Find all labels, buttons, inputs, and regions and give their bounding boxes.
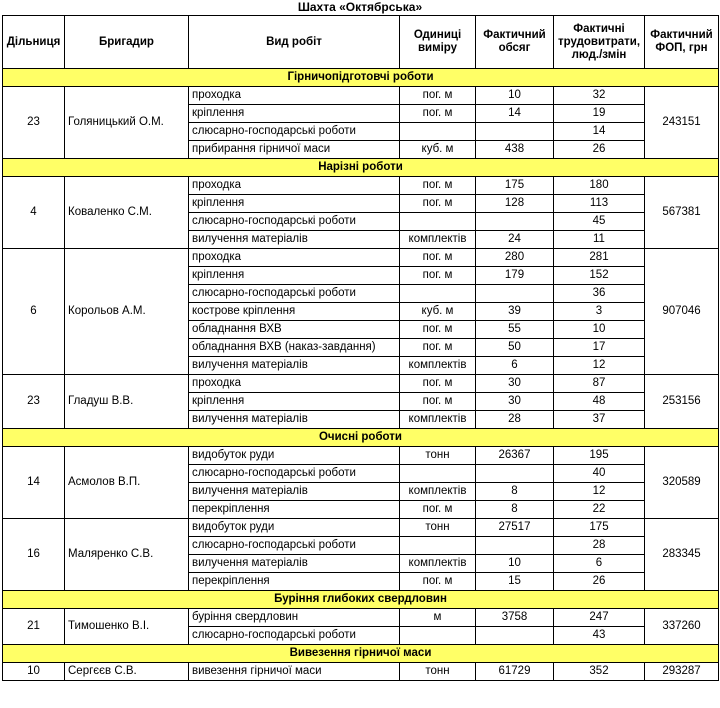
table-header-row — [3, 16, 719, 69]
work-type-cell: видобуток руди — [189, 447, 400, 465]
unit-cell: комплектів — [400, 483, 476, 501]
volume-cell: 61729 — [476, 663, 554, 681]
table-row — [3, 663, 719, 681]
section-number-cell: 14 — [3, 447, 65, 519]
table-row — [3, 447, 719, 465]
labor-cell: 40 — [554, 465, 645, 483]
volume-cell: 28 — [476, 411, 554, 429]
brigadier-cell: Коваленко С.М. — [65, 177, 189, 249]
brigadier-cell: Сергєєв С.В. — [65, 663, 189, 681]
section-header-row — [3, 645, 719, 663]
unit-cell: пог. м — [400, 177, 476, 195]
unit-cell: пог. м — [400, 339, 476, 357]
work-type-cell: слюсарно-господарські роботи — [189, 285, 400, 303]
work-type-cell: слюсарно-господарські роботи — [189, 627, 400, 645]
unit-cell: пог. м — [400, 573, 476, 591]
fop-cell: 337260 — [645, 609, 719, 645]
volume-cell: 14 — [476, 105, 554, 123]
fop-cell: 907046 — [645, 249, 719, 375]
unit-cell: пог. м — [400, 249, 476, 267]
work-type-cell: буріння свердловин — [189, 609, 400, 627]
volume-cell: 10 — [476, 555, 554, 573]
work-type-cell: проходка — [189, 87, 400, 105]
volume-cell: 50 — [476, 339, 554, 357]
fop-cell: 243151 — [645, 87, 719, 159]
work-type-cell: прибирання гірничої маси — [189, 141, 400, 159]
section-number-cell: 6 — [3, 249, 65, 375]
work-type-cell: кріплення — [189, 195, 400, 213]
labor-cell: 87 — [554, 375, 645, 393]
unit-cell: комплектів — [400, 411, 476, 429]
unit-cell: тонн — [400, 447, 476, 465]
unit-cell — [400, 285, 476, 303]
volume-cell: 39 — [476, 303, 554, 321]
page-title: Шахта «Октябрська» — [297, 0, 423, 14]
labor-cell: 352 — [554, 663, 645, 681]
section-number-cell: 23 — [3, 375, 65, 429]
header-section: Дільниця — [3, 16, 65, 69]
work-type-cell: проходка — [189, 249, 400, 267]
unit-cell: тонн — [400, 519, 476, 537]
unit-cell: пог. м — [400, 501, 476, 519]
volume-cell: 179 — [476, 267, 554, 285]
work-type-cell: кріплення — [189, 393, 400, 411]
table-row — [3, 249, 719, 267]
unit-cell — [400, 627, 476, 645]
unit-cell: комплектів — [400, 357, 476, 375]
table-row — [3, 609, 719, 627]
header-work: Вид робіт — [189, 16, 400, 69]
unit-cell: пог. м — [400, 87, 476, 105]
volume-cell: 8 — [476, 501, 554, 519]
work-type-cell: вилучення матеріалів — [189, 231, 400, 249]
labor-cell: 247 — [554, 609, 645, 627]
work-type-cell: кострове кріплення — [189, 303, 400, 321]
volume-cell: 26367 — [476, 447, 554, 465]
work-type-cell: вилучення матеріалів — [189, 411, 400, 429]
work-type-cell: слюсарно-господарські роботи — [189, 213, 400, 231]
unit-cell — [400, 465, 476, 483]
unit-cell: тонн — [400, 663, 476, 681]
section-title: Вивезення гірничої маси — [3, 645, 719, 663]
unit-cell: пог. м — [400, 195, 476, 213]
volume-cell: 128 — [476, 195, 554, 213]
volume-cell: 10 — [476, 87, 554, 105]
brigadier-cell: Корольов А.М. — [65, 249, 189, 375]
unit-cell: м — [400, 609, 476, 627]
labor-cell: 12 — [554, 357, 645, 375]
header-fop: Фактичний ФОП, грн — [645, 16, 719, 69]
volume-cell: 8 — [476, 483, 554, 501]
table-row — [3, 177, 719, 195]
volume-cell: 438 — [476, 141, 554, 159]
work-type-cell: проходка — [189, 177, 400, 195]
table-row — [3, 375, 719, 393]
labor-cell: 32 — [554, 87, 645, 105]
volume-cell: 30 — [476, 375, 554, 393]
work-type-cell: слюсарно-господарські роботи — [189, 465, 400, 483]
brigadier-cell: Гладуш В.В. — [65, 375, 189, 429]
unit-cell: пог. м — [400, 375, 476, 393]
labor-cell: 10 — [554, 321, 645, 339]
labor-cell: 26 — [554, 141, 645, 159]
labor-cell: 36 — [554, 285, 645, 303]
fop-cell: 253156 — [645, 375, 719, 429]
volume-cell — [476, 123, 554, 141]
header-unit: Одиниці виміру — [400, 16, 476, 69]
section-number-cell: 4 — [3, 177, 65, 249]
work-type-cell: видобуток руди — [189, 519, 400, 537]
brigadier-cell: Голяницький О.М. — [65, 87, 189, 159]
header-volume: Фактичний обсяг — [476, 16, 554, 69]
work-type-cell: вилучення матеріалів — [189, 357, 400, 375]
unit-cell: пог. м — [400, 267, 476, 285]
labor-cell: 3 — [554, 303, 645, 321]
work-type-cell: слюсарно-господарські роботи — [189, 123, 400, 141]
work-type-cell: кріплення — [189, 267, 400, 285]
volume-cell — [476, 285, 554, 303]
unit-cell: пог. м — [400, 321, 476, 339]
unit-cell: комплектів — [400, 555, 476, 573]
labor-cell: 22 — [554, 501, 645, 519]
labor-cell: 180 — [554, 177, 645, 195]
section-number-cell: 10 — [3, 663, 65, 681]
labor-cell: 11 — [554, 231, 645, 249]
volume-cell — [476, 627, 554, 645]
section-header-row — [3, 429, 719, 447]
unit-cell — [400, 123, 476, 141]
work-type-cell: обладнання ВХВ — [189, 321, 400, 339]
labor-cell: 152 — [554, 267, 645, 285]
brigadier-cell: Маляренко С.В. — [65, 519, 189, 591]
labor-cell: 28 — [554, 537, 645, 555]
section-header-row — [3, 591, 719, 609]
section-number-cell: 23 — [3, 87, 65, 159]
section-number-cell: 16 — [3, 519, 65, 591]
volume-cell: 3758 — [476, 609, 554, 627]
volume-cell: 280 — [476, 249, 554, 267]
unit-cell: куб. м — [400, 303, 476, 321]
labor-cell: 175 — [554, 519, 645, 537]
section-title: Гірничопідготовчі роботи — [3, 69, 719, 87]
fop-cell: 293287 — [645, 663, 719, 681]
fop-cell: 567381 — [645, 177, 719, 249]
labor-cell: 195 — [554, 447, 645, 465]
section-number-cell: 21 — [3, 609, 65, 645]
fop-cell: 283345 — [645, 519, 719, 591]
volume-cell: 175 — [476, 177, 554, 195]
labor-cell: 26 — [554, 573, 645, 591]
work-type-cell: обладнання ВХВ (наказ-завдання) — [189, 339, 400, 357]
header-brigadier: Бригадир — [65, 16, 189, 69]
unit-cell: куб. м — [400, 141, 476, 159]
labor-cell: 48 — [554, 393, 645, 411]
work-type-cell: слюсарно-господарські роботи — [189, 537, 400, 555]
work-type-cell: вилучення матеріалів — [189, 555, 400, 573]
section-title: Нарізні роботи — [3, 159, 719, 177]
table-body — [3, 69, 719, 681]
unit-cell: пог. м — [400, 105, 476, 123]
volume-cell: 27517 — [476, 519, 554, 537]
work-type-cell: проходка — [189, 375, 400, 393]
labor-cell: 12 — [554, 483, 645, 501]
volume-cell: 30 — [476, 393, 554, 411]
volume-cell: 15 — [476, 573, 554, 591]
volume-cell: 55 — [476, 321, 554, 339]
fop-cell: 320589 — [645, 447, 719, 519]
labor-cell: 17 — [554, 339, 645, 357]
unit-cell: пог. м — [400, 393, 476, 411]
volume-cell — [476, 465, 554, 483]
brigadier-cell: Асмолов В.П. — [65, 447, 189, 519]
section-title: Очисні роботи — [3, 429, 719, 447]
volume-cell — [476, 537, 554, 555]
work-type-cell: перекріплення — [189, 501, 400, 519]
unit-cell — [400, 213, 476, 231]
work-type-cell: вилучення матеріалів — [189, 483, 400, 501]
labor-cell: 14 — [554, 123, 645, 141]
brigadier-cell: Тимошенко В.І. — [65, 609, 189, 645]
volume-cell: 6 — [476, 357, 554, 375]
work-type-cell: перекріплення — [189, 573, 400, 591]
work-report-table — [2, 15, 719, 681]
unit-cell — [400, 537, 476, 555]
labor-cell: 113 — [554, 195, 645, 213]
section-title: Буріння глибоких свердловин — [3, 591, 719, 609]
volume-cell — [476, 213, 554, 231]
labor-cell: 6 — [554, 555, 645, 573]
section-header-row — [3, 69, 719, 87]
labor-cell: 281 — [554, 249, 645, 267]
table-row — [3, 519, 719, 537]
header-labor: Фактичні трудовитрати, люд./змін — [554, 16, 645, 69]
labor-cell: 19 — [554, 105, 645, 123]
work-type-cell: кріплення — [189, 105, 400, 123]
work-type-cell: вивезення гірничої маси — [189, 663, 400, 681]
section-header-row — [3, 159, 719, 177]
labor-cell: 37 — [554, 411, 645, 429]
labor-cell: 43 — [554, 627, 645, 645]
table-row — [3, 87, 719, 105]
labor-cell: 45 — [554, 213, 645, 231]
unit-cell: комплектів — [400, 231, 476, 249]
volume-cell: 24 — [476, 231, 554, 249]
